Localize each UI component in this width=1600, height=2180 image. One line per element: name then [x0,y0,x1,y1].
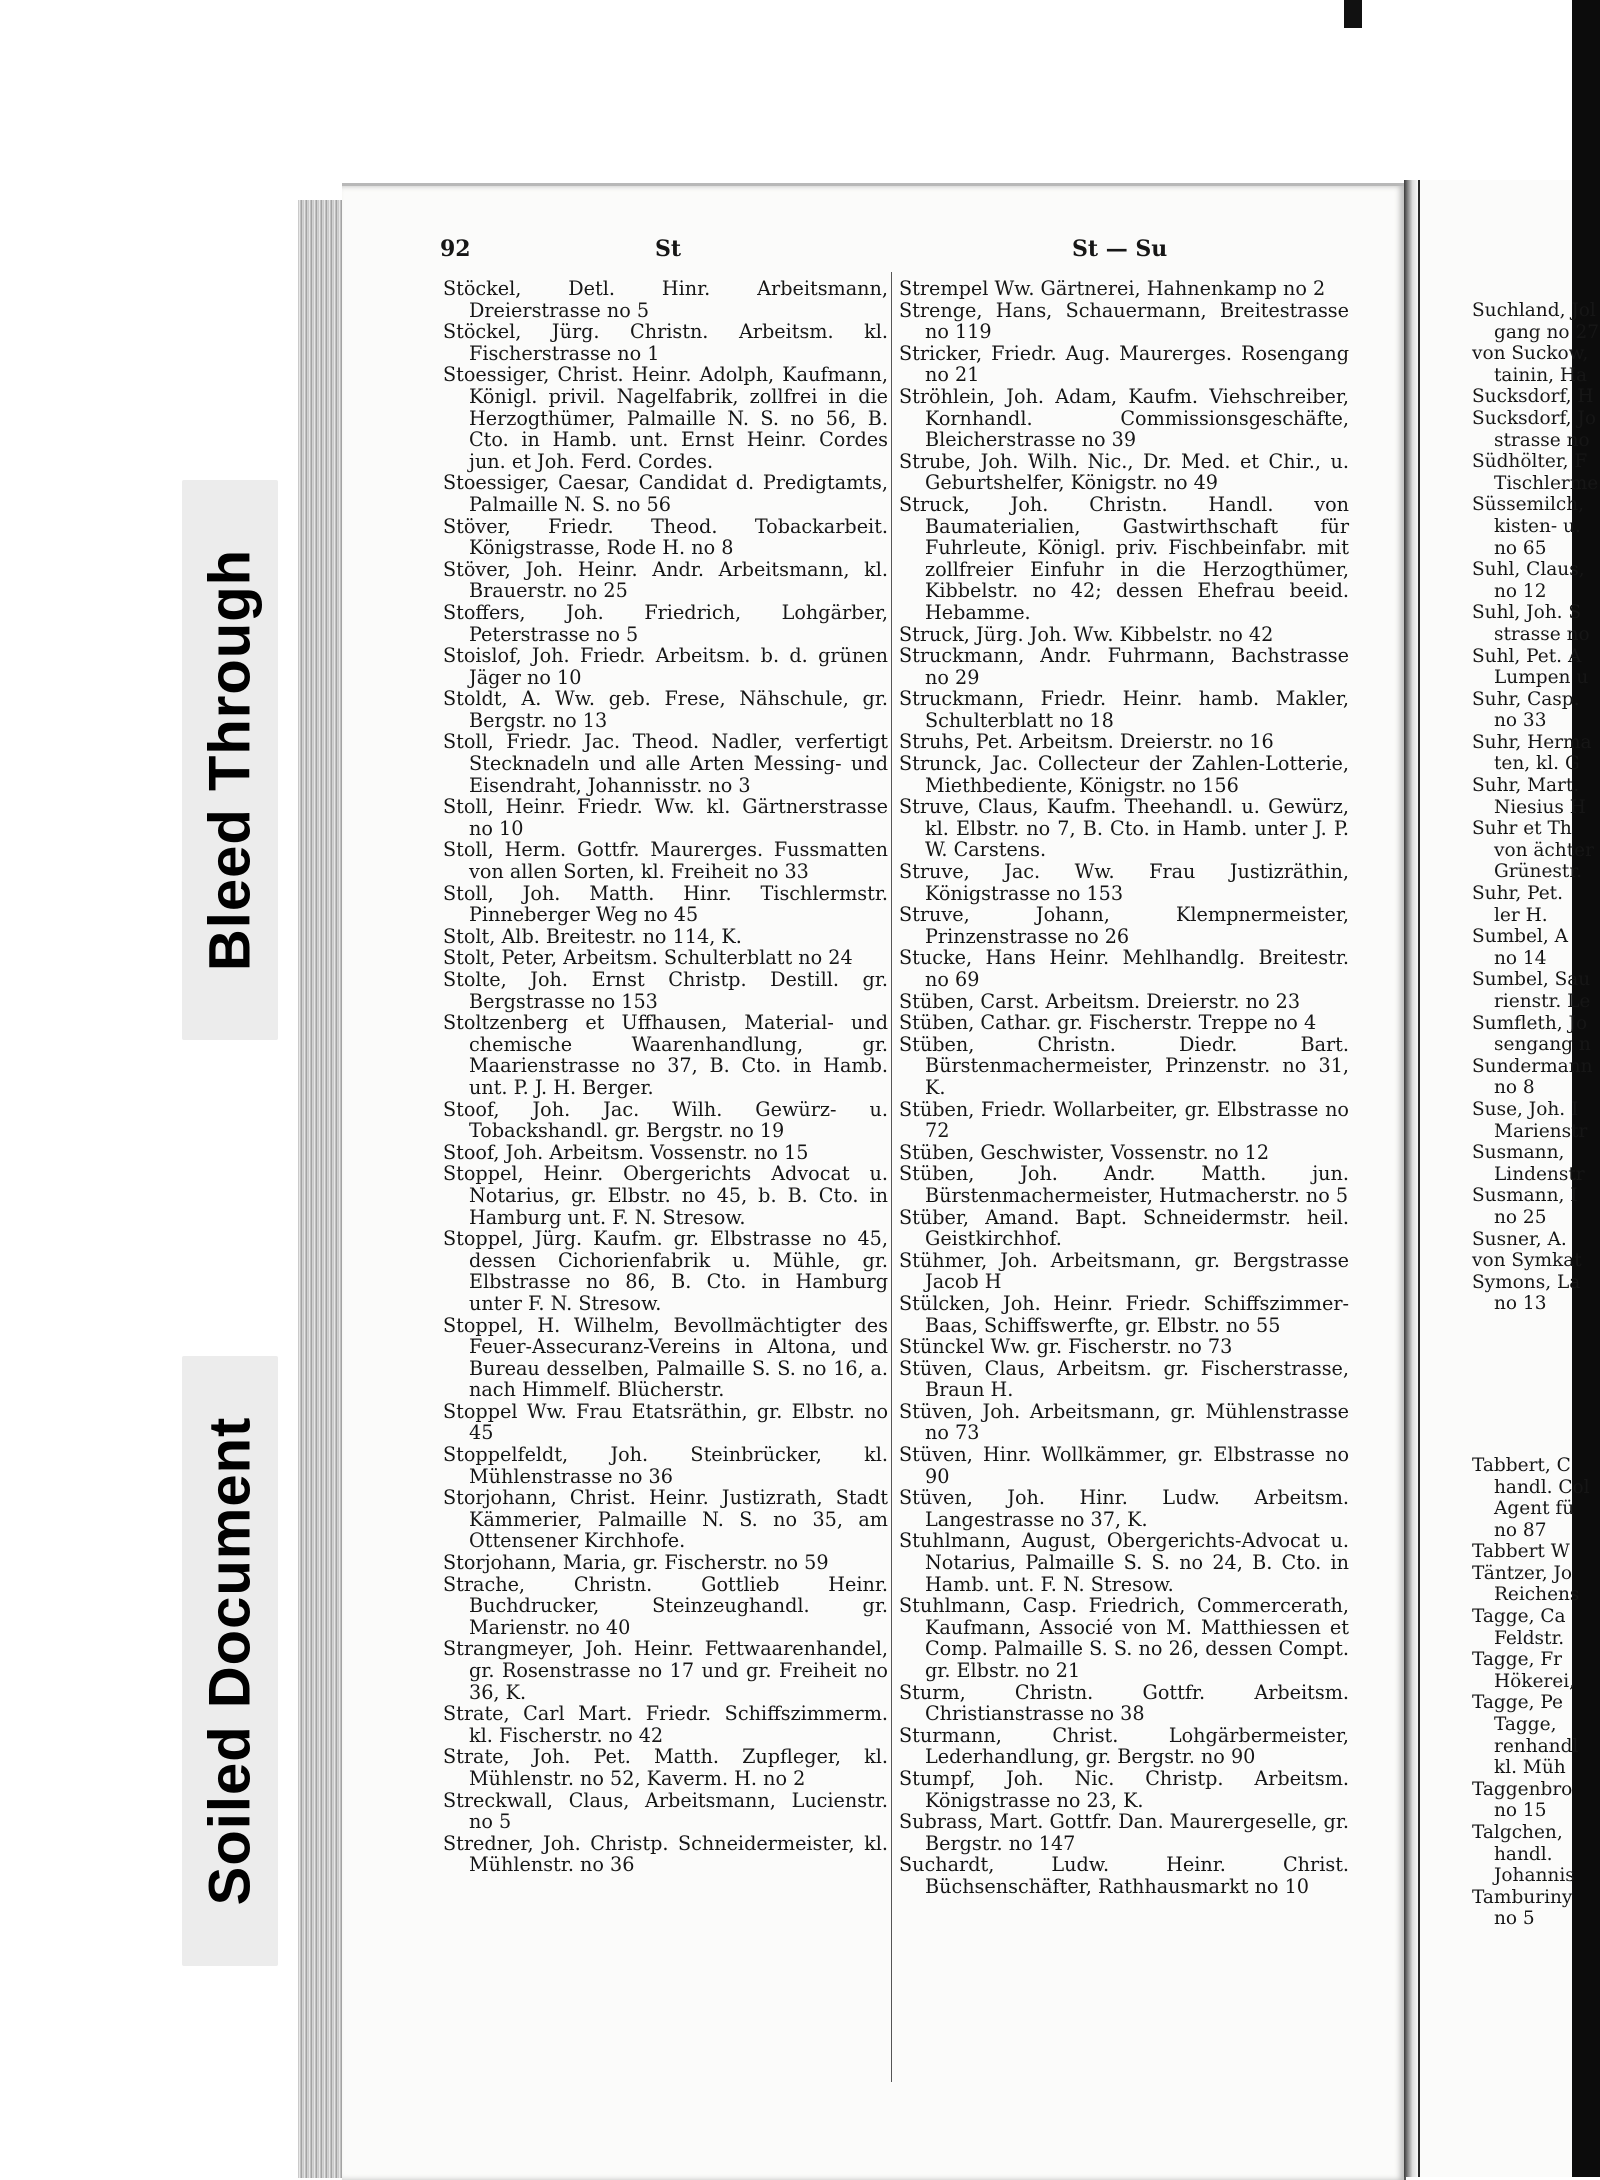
facing-page-line: ten, kl. G [1494,753,1580,775]
directory-entry: Stühmer, Joh. Arbeitsmann, gr. Bergstrasse Jacob H [899,1248,1349,1294]
directory-entry: Stucke, Hans Heinr. Mehlhandlg. Breitestr. no 69 [899,946,1349,991]
soiled-document-label [182,1356,278,1966]
facing-page-line: Feldstr. [1494,1627,1565,1649]
facing-page-line: Grünestr. [1494,861,1583,883]
facing-page-line: handl. Col [1494,1476,1590,1498]
directory-entry: Struhs, Pet. Arbeitsm. Dreierstr. no 16 [899,730,1274,754]
book-page-edges [298,200,348,2178]
directory-entry: Stüben, Cathar. gr. Fischerstr. Treppe no 4 [899,1011,1317,1035]
facing-page-line: Süssemilch, [1472,494,1585,516]
soiled-document-text: Soiled Document [197,1416,263,1906]
directory-entry: Stoll, Joh. Matth. Hinr. Tischlermstr. Pinneberger Weg no 45 [443,881,888,927]
facing-page-line: strasse no [1494,429,1590,451]
facing-page-line: Johannis [1494,1865,1575,1887]
directory-entry: Stüven, Hinr. Wollkämmer, gr. Elbstrasse no 90 [899,1443,1349,1488]
directory-entry: Strate, Carl Mart. Friedr. Schiffszimmerm. kl. Fischerstr. no 42 [443,1702,888,1747]
directory-entry: Stüben, Carst. Arbeitsm. Dreierstr. no 23 [899,989,1301,1013]
directory-entry: Subrass, Mart. Gottfr. Dan. Maurergeselle, gr. Bergstr. no 147 [899,1810,1349,1855]
directory-entry: Stoll, Heinr. Friedr. Ww. kl. Gärtnerstrasse no 10 [443,795,888,840]
book-gutter [1404,180,1418,2177]
facing-page-line: Tagge, Pe [1472,1692,1563,1714]
directory-entry: Stoffers, Joh. Friedrich, Lohgärber, Peterstrasse no 5 [443,600,888,646]
facing-page-line: Taggenbro [1472,1778,1573,1800]
facing-page-line: renhandl [1494,1735,1579,1757]
directory-entry: Suchardt, Ludw. Heinr. Christ. Büchsenschäfter, Rathhausmarkt no 10 [899,1853,1349,1898]
directory-entry: Stüven, Claus, Arbeitsm. gr. Fischerstrasse, Braun H. [899,1356,1349,1402]
directory-entry: Strangmeyer, Joh. Heinr. Fettwaarenhandel, gr. Rosenstrasse no 17 und gr. Freiheit no 36, K. [443,1637,888,1704]
page-number: 92 [440,236,471,262]
facing-page-gap [1472,1315,1600,1455]
facing-page-line: von Suckow, [1472,343,1589,365]
column-divider [891,272,892,2082]
facing-page-line: Sumfleth, Jo [1472,1012,1588,1034]
facing-page-line: Sumbel, Sau [1472,969,1591,991]
directory-entry: Stüber, Amand. Bapt. Schneidermstr. heil. Geistkirchhof. [899,1205,1349,1251]
directory-entry: Stuhlmann, August, Obergerichts-Advocat u. Notarius, Palmaille S. S. no 24, B. Cto. in Hamb. unt. F. N. Stresow. [899,1529,1349,1596]
directory-entry: Stoppel, H. Wilhelm, Bevollmächtigter des Feuer-Assecuranz-Vereins in Altona, und Bureau desselben, Palmaille S. S. no 16, a. nach Himmelf. Blücherstr. [443,1313,888,1402]
facing-page-line: no 12 [1494,580,1547,602]
facing-page-line: von ächter [1494,839,1594,861]
directory-column-left [443,278,888,1876]
facing-page-line: Tagge, [1494,1714,1557,1736]
facing-page-line: no 13 [1494,1293,1547,1315]
facing-page-line: Sucksdorf, Jo [1472,407,1596,429]
facing-page-line: no 65 [1494,537,1547,559]
facing-page-line: kl. Müh [1494,1757,1566,1779]
facing-page-line: Suhr, Herma [1472,731,1592,753]
directory-entry: Stumpf, Joh. Nic. Christp. Arbeitsm. Königstrasse no 23, K. [899,1766,1349,1812]
directory-entry: Stoof, Joh. Jac. Wilh. Gewürz- u. Tobackshandl. gr. Bergstr. no 19 [443,1097,888,1143]
directory-entry: Struckmann, Friedr. Heinr. hamb. Makler, Schulterblatt no 18 [899,687,1349,732]
directory-entry: Stüben, Geschwister, Vossenstr. no 12 [899,1140,1270,1164]
facing-page-line: Sumbel, A [1472,926,1568,948]
directory-entry: Stolte, Joh. Ernst Christp. Destill. gr. Bergstrasse no 153 [443,968,888,1013]
directory-entry: Strate, Joh. Pet. Matth. Zupfleger, kl. Mühlenstr. no 52, Kaverm. H. no 2 [443,1745,888,1790]
directory-entry: Strempel Ww. Gärtnerei, Hahnenkamp no 2 [899,277,1326,300]
directory-entry: Stoldt, A. Ww. geb. Frese, Nähschule, gr. Bergstr. no 13 [443,687,888,732]
directory-entry: Struve, Johann, Klempnermeister, Prinzenstrasse no 26 [899,903,1349,948]
directory-entry: Stöckel, Detl. Hinr. Arbeitsmann, Dreierstrasse no 5 [443,277,888,322]
directory-entry: Stöckel, Jürg. Christn. Arbeitsm. kl. Fischerstrasse no 1 [443,320,888,365]
directory-entry: Stredner, Joh. Christp. Schneidermeister, kl. Mühlenstr. no 36 [443,1831,888,1877]
directory-entry: Stoppelfeldt, Joh. Steinbrücker, kl. Mühlenstrasse no 36 [443,1443,888,1488]
facing-page-line: tainin, Ha [1494,364,1588,386]
directory-entry: Stricker, Friedr. Aug. Maurerges. Rosengang no 21 [899,341,1349,387]
directory-entry: Stoessiger, Caesar, Candidat d. Predigtamts, Palmaille N. S. no 56 [443,471,888,516]
directory-entry: Strunck, Jac. Collecteur der Zahlen-Lotterie, Miethbediente, Königstr. no 156 [899,752,1349,797]
directory-entry: Struck, Jürg. Joh. Ww. Kibbelstr. no 42 [899,622,1274,646]
directory-entry: Ströhlein, Joh. Adam, Kaufm. Viehschreiber, Kornhandl. Commissionsgeschäfte, Bleicherstrasse no 39 [899,384,1349,452]
directory-entry: Struve, Jac. Ww. Frau Justizräthin, Königstrasse no 153 [899,860,1349,905]
facing-page-line: gang no 27 [1494,321,1599,343]
facing-page-line: no 8 [1494,1077,1535,1099]
directory-entry: Stolt, Peter, Arbeitsm. Schulterblatt no 24 [443,946,853,970]
facing-page-line: Suhl, Claus, [1472,559,1585,581]
directory-entry: Stünckel Ww. gr. Fischerstr. no 73 [899,1335,1233,1359]
directory-entry: Stöver, Joh. Heinr. Andr. Arbeitsmann, kl. Brauerstr. no 25 [443,557,888,603]
facing-page-line: handl. [1494,1843,1553,1865]
facing-page-column [1472,300,1600,1930]
facing-page-line: Susmann, [1472,1142,1565,1164]
directory-entry: Streckwall, Claus, Arbeitsmann, Lucienstr. no 5 [443,1788,888,1834]
facing-page-line: Tabbert, C [1472,1454,1571,1476]
directory-entry: Stöver, Friedr. Theod. Tobackarbeit. Königstrasse, Rode H. no 8 [443,514,888,560]
facing-page-line: Suhr, Mart. [1472,775,1580,797]
directory-entry: Storjohann, Maria, gr. Fischerstr. no 59 [443,1551,829,1575]
facing-page-line: Suhr et Th [1472,818,1572,840]
directory-entry: Struve, Claus, Kaufm. Theehandl. u. Gewürz, kl. Elbstr. no 7, B. Cto. in Hamb. unter J. P. W. Carstens. [899,795,1349,862]
facing-page-line: no 25 [1494,1206,1547,1228]
facing-page-line: Susmann, I [1472,1185,1578,1207]
facing-page-line: Lumpen u [1494,667,1589,689]
facing-page-line: Tischlerme [1494,472,1599,494]
facing-page-block-t [1472,1455,1600,1930]
facing-page-line: Suhl, Joh. S [1472,602,1582,624]
directory-entry: Stoof, Joh. Arbeitsm. Vossenstr. no 15 [443,1140,809,1164]
facing-page-line: Tagge, Fr [1472,1649,1563,1671]
directory-entry: Stoppel Ww. Frau Etatsräthin, gr. Elbstr. no 45 [443,1399,888,1445]
facing-page-line: Täntzer, Jo [1472,1562,1573,1584]
facing-page-line: no 87 [1494,1519,1547,1541]
directory-entry: Stoltzenberg et Uffhausen, Material- und chemische Waarenhandlung, gr. Maarienstrasse no 37, B. Cto. in Hamb. unt. P. J. H. Berger. [443,1011,888,1099]
facing-page-line: Sundermann [1472,1055,1593,1077]
facing-page-line: no 5 [1494,1908,1535,1930]
facing-page-line: no 14 [1494,947,1547,969]
facing-page-line: Südhölter, F [1472,451,1588,473]
directory-entry: Struckmann, Andr. Fuhrmann, Bachstrasse no 29 [899,644,1349,689]
directory-entry: Sturm, Christn. Gottfr. Arbeitsm. Christianstrasse no 38 [899,1680,1349,1726]
directory-entry: Stuhlmann, Casp. Friedrich, Commercerath, Kaufmann, Associé von M. Matthiessen et Comp. Palmaille S. S. no 26, dessen Compt. gr. Elbstr. no 21 [899,1594,1349,1682]
facing-page-line: rienstr. Le [1494,991,1591,1012]
directory-entry: Strache, Christn. Gottlieb Heinr. Buchdrucker, Steinzeughandl. gr. Marienstr. no 40 [443,1572,888,1639]
directory-entry: Stüven, Joh. Arbeitsmann, gr. Mühlenstrasse no 73 [899,1399,1349,1445]
facing-page-line: Sucksdorf, H [1472,386,1594,408]
header-left-letters: St [655,236,682,262]
facing-page-line: ler H. [1494,904,1548,926]
directory-entry: Strube, Joh. Wilh. Nic., Dr. Med. et Chir., u. Geburtshelfer, Königstr. no 49 [899,449,1349,495]
directory-entry: Stoessiger, Christ. Heinr. Adolph, Kaufmann, Königl. privil. Nagelfabrik, zollfrei in die Herzogthümer, Palmaille N. S. no 56, B. Cto. in Hamb. unt. Ernst Heinr. Cordes jun. et Joh. Ferd. Cordes. [443,363,888,473]
facing-page-line: Niesius H [1494,796,1586,818]
directory-entry: Stüven, Joh. Hinr. Ludw. Arbeitsm. Langestrasse no 37, K. [899,1486,1349,1531]
bleed-through-label [182,480,278,1040]
directory-entry: Stüben, Christn. Diedr. Bart. Bürstenmachermeister, Prinzenstr. no 31, K. [899,1032,1349,1099]
directory-entry: Stolt, Alb. Breitestr. no 114, K. [443,924,742,948]
facing-page-line: Suhl, Pet. A [1472,645,1582,667]
facing-page-line: sengang n [1494,1034,1591,1056]
facing-page-block-s [1472,300,1600,1315]
directory-entry: Storjohann, Christ. Heinr. Justizrath, Stadt Kämmerier, Palmaille N. S. no 35, am Ottensener Kirchhofe. [443,1486,888,1553]
directory-entry: Stoll, Friedr. Jac. Theod. Nadler, verfertigt Stecknadeln und alle Arten Messing- und Eisendraht, Johannisstr. no 3 [443,730,888,797]
facing-page-line: Tagge, Ca [1472,1606,1566,1628]
facing-page-line: kisten- u. [1494,515,1581,537]
facing-page-line: Lindenstr [1494,1163,1585,1185]
facing-page-line: Suhr, Casp. [1472,688,1580,710]
facing-page-line: Talgchen, [1472,1822,1563,1843]
directory-entry: Strenge, Hans, Schauermann, Breitestrasse no 119 [899,298,1349,344]
facing-page-line: Marienstr [1494,1120,1588,1142]
facing-page-line: Tamburiny [1472,1886,1573,1908]
facing-page-line: Suhr, Pet. [1472,883,1563,905]
facing-page-line: strasse no [1494,623,1590,645]
directory-entry: Stoppel, Jürg. Kaufm. gr. Elbstrasse no 45, dessen Cichorienfabrik u. Mühle, gr. Elbstrasse no 86, B. Cto. in Hamburg unter F. N. Stresow. [443,1227,888,1315]
directory-entry: Stüben, Friedr. Wollarbeiter, gr. Elbstrasse no 72 [899,1097,1349,1143]
facing-page-line: von Symkat [1472,1250,1582,1272]
directory-entry: Stoll, Herm. Gottfr. Maurerges. Fussmatten von allen Sorten, kl. Freiheit no 33 [443,838,888,884]
facing-page-line: Agent fü [1494,1498,1575,1520]
directory-entry: Sturmann, Christ. Lohgärbermeister, Lederhandlung, gr. Bergstr. no 90 [899,1723,1349,1769]
facing-page-line: Suchland, Jol [1472,300,1596,321]
directory-entry: Stoppel, Heinr. Obergerichts Advocat u. Notarius, gr. Elbstr. no 45, b. B. Cto. in Hamburg unt. F. N. Stresow. [443,1162,888,1229]
scan-edge-mark [1344,0,1362,28]
directory-entry: Stoislof, Joh. Friedr. Arbeitsm. b. d. grünen Jäger no 10 [443,644,888,689]
facing-page-line: Reichens [1494,1584,1580,1606]
facing-page-line: Hökerei, [1494,1670,1576,1692]
directory-entry: Struck, Joh. Christn. Handl. von Baumaterialien, Gastwirthschaft für Fuhrleute, Königl. priv. Fischbeinfabr. mit zollfreier Einfuhr in die Herzogthümer, Kibbelstr. no 42; dessen Ehefrau beeid. Hebamme. [899,492,1349,624]
bleed-through-text: Bleed Through [197,548,263,972]
facing-page-line: Symons, La [1472,1271,1581,1293]
facing-page-line: Suse, Joh. I [1472,1098,1579,1120]
directory-entry: Stülcken, Joh. Heinr. Friedr. Schiffszimmer-Baas, Schiffswerfte, gr. Elbstr. no 55 [899,1291,1349,1337]
header-right-letters: St — Su [1072,236,1168,262]
facing-page-line: Susner, A. [1472,1228,1567,1250]
facing-page-line: no 15 [1494,1800,1547,1822]
directory-column-right [899,278,1349,1898]
directory-entry: Stüben, Joh. Andr. Matth. jun. Bürstenmachermeister, Hutmacherstr. no 5 [899,1162,1349,1207]
facing-page-line: no 33 [1494,710,1547,732]
facing-page-line: Tabbert W [1472,1541,1570,1563]
